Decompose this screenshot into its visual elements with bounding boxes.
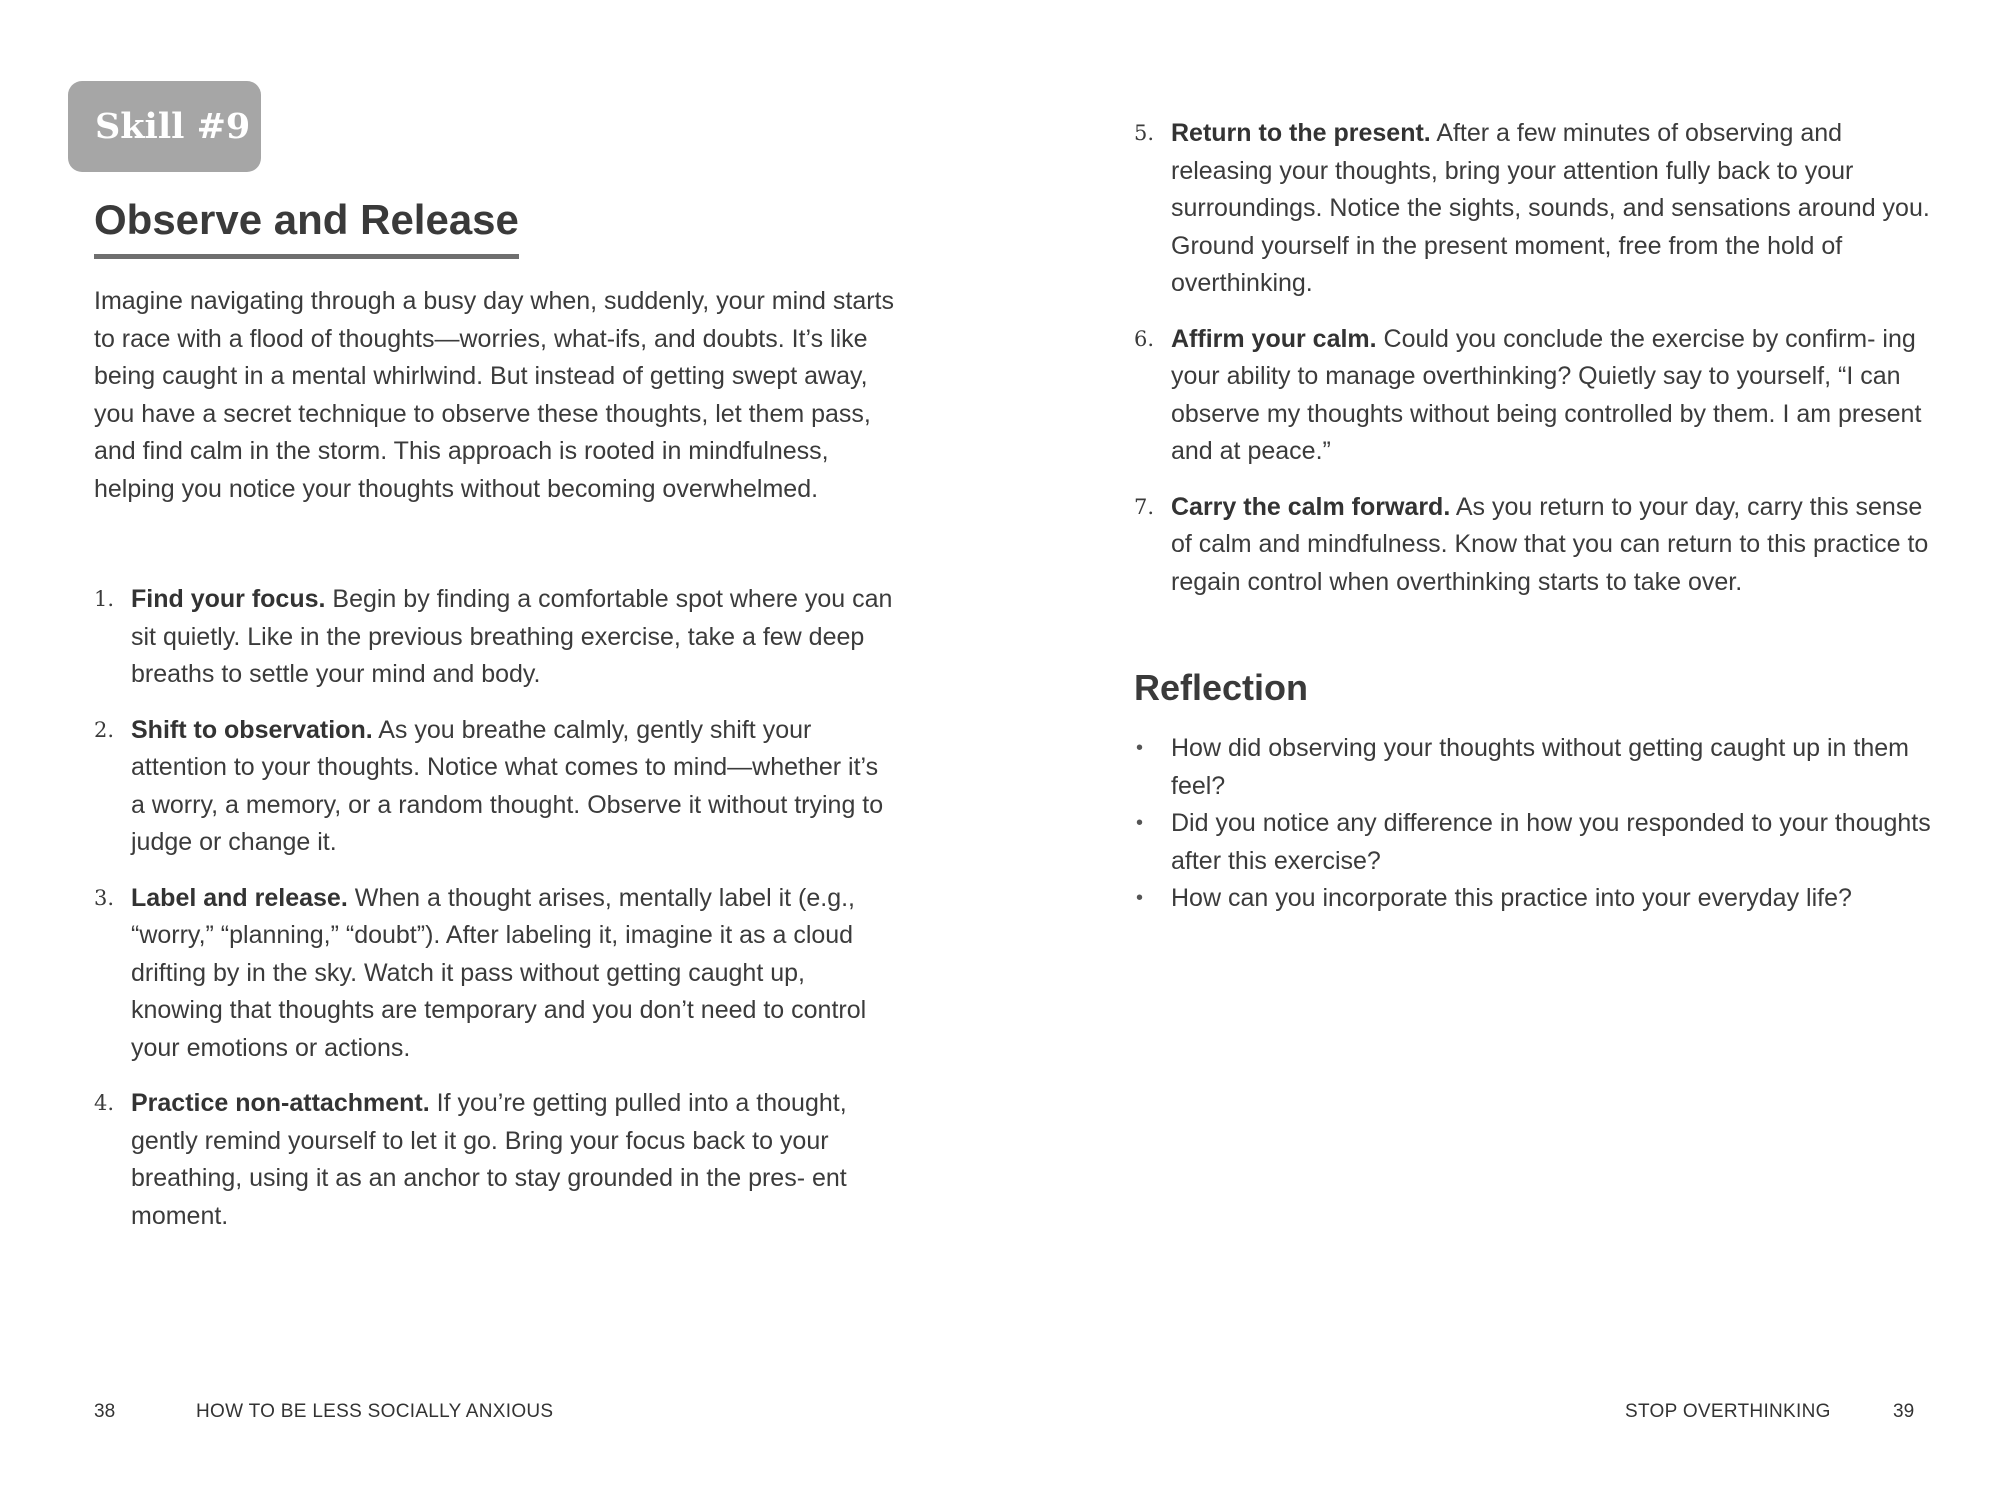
list-item — [94, 1085, 894, 1235]
list-item — [1134, 805, 1934, 880]
bullet-icon: • — [1136, 887, 1144, 909]
step-text: If you’re getting pulled into a thought, gently remind yourself to let it go. Bring your focus back to your breathing, using it as an anchor to stay grounded in the pres- ent moment. — [131, 1089, 847, 1230]
step-number: 2. — [94, 717, 115, 742]
list-item — [1134, 880, 1934, 918]
page-number-right: 39 — [1893, 1401, 1915, 1422]
steps-list-right — [1134, 115, 1934, 619]
section-title: Observe and Release — [94, 196, 519, 259]
step-lead: Shift to observation. — [131, 715, 373, 744]
right-page — [1000, 0, 2000, 1499]
step-text: When a thought arises, mentally label it (e.g., “worry,” “planning,” “doubt”). After labeling it, imagine it as a cloud drifting by in the sky. Watch it pass without getting caught up, knowing that thoughts are temporary and you don’t need to control your emotions or actions. — [131, 883, 867, 1062]
step-number: 4. — [94, 1091, 115, 1115]
list-item — [94, 880, 894, 1068]
step-text: As you return to your day, carry this sense of calm and mindfulness. Know that you can return to this practice to regain control when overthinking starts to take over. — [1171, 492, 1929, 596]
step-lead: Label and release. — [131, 883, 348, 912]
reflection-heading: Reflection — [1134, 667, 1309, 708]
page-number-left: 38 — [94, 1401, 116, 1422]
steps-list-left — [94, 581, 894, 1253]
step-lead: Carry the calm forward. — [1171, 492, 1451, 521]
step-number: 1. — [94, 587, 115, 611]
step-text: Could you conclude the exercise by confirm- ing your ability to manage overthinking? Quietly say to yourself, “I can observe my thoughts without being controlled by them. I am present and at peace.” — [1171, 324, 1922, 465]
step-number: 6. — [1134, 326, 1155, 351]
step-lead: Find your focus. — [131, 585, 326, 613]
intro-paragraph: Imagine navigating through a busy day when, suddenly, your mind starts to race with a flood of thoughts—worries, what-ifs, and doubts. It’s like being caught in a mental whirlwind. But instead of getting swept away, you have a secret technique to observe these thoughts, let them pass, and find calm in the storm. This approach is rooted in mindfulness, helping you notice your thoughts without becoming overwhelmed. — [94, 287, 894, 503]
step-number: 7. — [1134, 494, 1155, 519]
list-item — [1134, 321, 1934, 471]
step-text: As you breathe calmly, gently shift your attention to your thoughts. Notice what comes to mind—whether it’s a worry, a memory, or a random thought. Observe it without trying to judge or change it. — [131, 715, 884, 856]
skill-badge: Skill #9 — [68, 81, 261, 172]
bullet-icon: • — [1136, 737, 1144, 759]
list-item — [1134, 489, 1934, 602]
reflection-questions — [1134, 730, 1934, 918]
running-title-right: STOP OVERTHINKING — [1625, 1401, 1831, 1422]
step-text: After a few minutes of observing and releasing your thoughts, bring your attention fully back to your surroundings. Notice the sights, sounds, and sensations around you. Ground yourself in the present moment, free from the hold of overthinking. — [1171, 119, 1930, 297]
list-item — [94, 712, 894, 862]
step-text: Begin by finding a comfortable spot where you can sit quietly. Like in the previous breathing exercise, take a few deep breaths to settle your mind and body. — [131, 585, 893, 688]
list-item — [94, 581, 894, 694]
step-lead: Return to the present. — [1171, 119, 1431, 147]
step-number: 3. — [94, 885, 115, 910]
list-item — [1134, 730, 1934, 805]
step-lead: Practice non-attachment. — [131, 1089, 430, 1117]
step-lead: Affirm your calm. — [1171, 324, 1377, 353]
list-item — [1134, 115, 1934, 303]
step-number: 5. — [1134, 121, 1155, 145]
question-text: Did you notice any difference in how you responded to your thoughts after this exercise? — [1171, 809, 1931, 875]
bullet-icon: • — [1136, 812, 1144, 834]
running-title-left: HOW TO BE LESS SOCIALLY ANXIOUS — [196, 1401, 554, 1422]
question-text: How did observing your thoughts without getting caught up in them feel? — [1171, 734, 1909, 800]
question-text: How can you incorporate this practice into your everyday life? — [1171, 884, 1852, 912]
